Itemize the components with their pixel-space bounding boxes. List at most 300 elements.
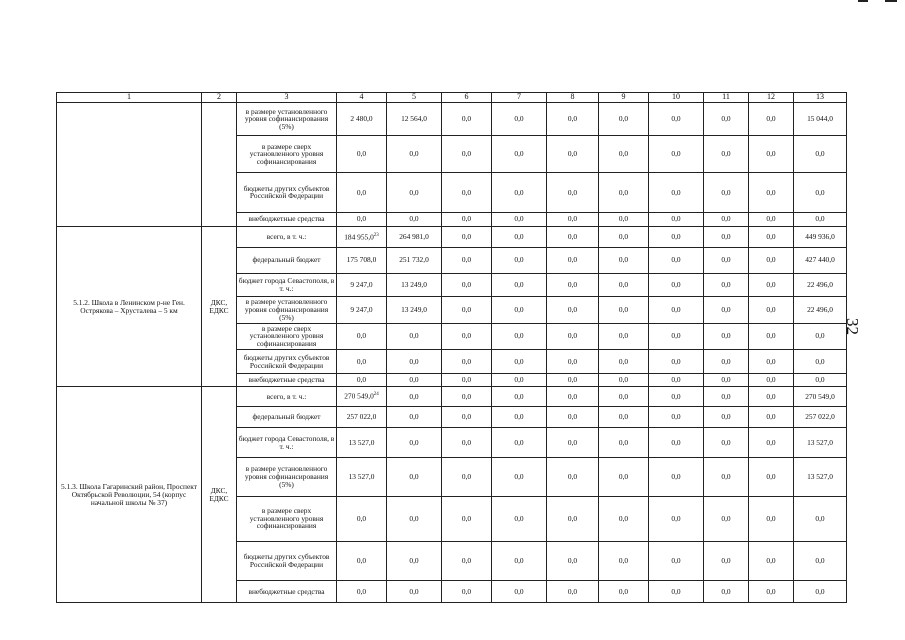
value-cell xyxy=(442,496,492,541)
value-text: 0,0 xyxy=(567,472,578,482)
column-number-cell: 13 xyxy=(794,93,847,103)
value-cell xyxy=(599,406,649,427)
value-cell xyxy=(492,350,547,374)
value-text: 0,0 xyxy=(514,437,524,447)
value-text: 0,0 xyxy=(409,411,419,421)
value-cell xyxy=(749,406,794,427)
value-text: 0,0 xyxy=(721,472,731,482)
value-text: 0,0 xyxy=(514,149,524,159)
executor-cell: ДКС, ЕДКС xyxy=(202,387,237,603)
value-text: 0,0 xyxy=(567,187,578,197)
value-cell xyxy=(649,323,704,350)
value-cell xyxy=(387,458,442,496)
value-text: 0,0 xyxy=(567,280,578,290)
value-text: 0,0 xyxy=(815,513,825,523)
value-cell xyxy=(492,406,547,427)
value-cell xyxy=(649,226,704,247)
value-cell xyxy=(337,273,387,296)
value-text: 0,0 xyxy=(409,513,419,523)
value-cell xyxy=(794,247,847,273)
funding-source-cell: бюджет города Севастополя, в т. ч.: xyxy=(237,273,337,296)
value-text: 0,0 xyxy=(618,586,629,596)
value-cell xyxy=(337,374,387,387)
financing-table xyxy=(56,92,847,603)
value-text: 0,0 xyxy=(671,586,681,596)
value-cell xyxy=(649,406,704,427)
value-text: 0,0 xyxy=(461,411,472,421)
value-text: 0,0 xyxy=(409,472,419,482)
value-cell xyxy=(649,103,704,136)
value-text: 0,0 xyxy=(721,356,731,366)
value-cell xyxy=(337,103,387,136)
value-cell xyxy=(749,136,794,173)
value-text: 0,0 xyxy=(671,231,681,241)
value-text: 0,0 xyxy=(766,586,776,596)
value-cell xyxy=(337,496,387,541)
value-text: 270 549,0 xyxy=(344,391,374,401)
value-text: 0,0 xyxy=(671,437,681,447)
value-text: 0,0 xyxy=(721,280,731,290)
value-text: 257 022,0 xyxy=(805,411,835,421)
value-text: 0,0 xyxy=(514,472,524,482)
value-text: 0,0 xyxy=(567,356,578,366)
value-cell xyxy=(492,136,547,173)
value-text: 0,0 xyxy=(766,304,776,314)
value-text: 0,0 xyxy=(721,437,731,447)
value-cell xyxy=(337,458,387,496)
value-cell xyxy=(599,496,649,541)
value-cell xyxy=(547,350,599,374)
value-text: 0,0 xyxy=(721,555,731,565)
value-cell xyxy=(794,226,847,247)
value-cell xyxy=(492,427,547,458)
value-text: 0,0 xyxy=(461,513,472,523)
value-cell xyxy=(649,496,704,541)
value-text: 0,0 xyxy=(409,331,419,341)
value-cell xyxy=(704,458,749,496)
value-cell xyxy=(442,296,492,323)
value-text: 0,0 xyxy=(766,149,776,159)
value-cell xyxy=(794,323,847,350)
value-text: 0,0 xyxy=(815,586,825,596)
value-text: 0,0 xyxy=(514,555,524,565)
value-cell xyxy=(704,387,749,407)
executor-cell xyxy=(202,103,237,227)
value-cell xyxy=(599,387,649,407)
column-number-cell: 2 xyxy=(202,93,237,103)
value-cell xyxy=(704,323,749,350)
column-number-cell: 3 xyxy=(237,93,337,103)
value-cell xyxy=(749,226,794,247)
value-text: 0,0 xyxy=(721,331,731,341)
value-cell xyxy=(442,427,492,458)
footnote-ref: 23 xyxy=(373,232,379,238)
value-text: 0,0 xyxy=(356,586,367,596)
value-text: 0,0 xyxy=(671,411,681,421)
value-text: 0,0 xyxy=(409,375,419,385)
value-cell xyxy=(649,387,704,407)
value-text: 264 981,0 xyxy=(399,231,429,241)
top-edge-mark xyxy=(885,0,897,2)
value-cell xyxy=(337,247,387,273)
value-cell xyxy=(794,136,847,173)
funding-source-cell: в размере сверх установленного уровня софинансирования xyxy=(237,496,337,541)
value-cell xyxy=(599,136,649,173)
value-cell xyxy=(337,406,387,427)
value-cell xyxy=(387,323,442,350)
value-cell xyxy=(599,427,649,458)
table-row xyxy=(57,103,847,136)
value-cell xyxy=(387,387,442,407)
value-cell xyxy=(704,427,749,458)
value-cell xyxy=(599,273,649,296)
value-text: 0,0 xyxy=(567,513,578,523)
value-cell xyxy=(442,387,492,407)
value-text: 0,0 xyxy=(567,214,578,224)
value-text: 0,0 xyxy=(461,437,472,447)
column-number-cell: 11 xyxy=(704,93,749,103)
value-text: 0,0 xyxy=(461,391,472,401)
value-text: 0,0 xyxy=(567,375,578,385)
value-text: 0,0 xyxy=(618,149,629,159)
value-cell xyxy=(442,247,492,273)
value-cell xyxy=(704,247,749,273)
value-text: 0,0 xyxy=(409,149,419,159)
value-text: 0,0 xyxy=(721,391,731,401)
value-cell xyxy=(387,136,442,173)
funding-source-cell: внебюджетные средства xyxy=(237,580,337,602)
value-cell xyxy=(749,374,794,387)
value-text: 0,0 xyxy=(461,214,472,224)
value-cell xyxy=(749,323,794,350)
value-cell xyxy=(749,580,794,602)
value-text: 12 564,0 xyxy=(401,114,427,124)
value-text: 0,0 xyxy=(618,356,629,366)
value-text: 0,0 xyxy=(721,304,731,314)
value-cell xyxy=(749,427,794,458)
column-number-cell: 5 xyxy=(387,93,442,103)
value-text: 0,0 xyxy=(618,391,629,401)
value-text: 9 247,0 xyxy=(350,304,373,314)
value-cell xyxy=(337,212,387,226)
value-cell xyxy=(337,580,387,602)
value-text: 0,0 xyxy=(766,114,776,124)
value-cell xyxy=(337,541,387,580)
value-text: 0,0 xyxy=(721,231,731,241)
column-number-cell: 9 xyxy=(599,93,649,103)
value-text: 0,0 xyxy=(356,513,367,523)
value-cell xyxy=(442,103,492,136)
value-cell xyxy=(387,296,442,323)
value-cell xyxy=(492,374,547,387)
value-text: 0,0 xyxy=(567,437,578,447)
column-number-cell: 12 xyxy=(749,93,794,103)
value-cell xyxy=(749,103,794,136)
value-cell xyxy=(599,374,649,387)
value-text: 0,0 xyxy=(461,304,472,314)
value-cell xyxy=(794,387,847,407)
funding-source-cell: федеральный бюджет xyxy=(237,247,337,273)
value-text: 0,0 xyxy=(721,586,731,596)
funding-source-cell: всего, в т. ч.: xyxy=(237,226,337,247)
value-text: 13 527,0 xyxy=(807,472,833,482)
value-cell xyxy=(704,374,749,387)
funding-source-cell: федеральный бюджет xyxy=(237,406,337,427)
value-text: 0,0 xyxy=(618,304,629,314)
value-cell xyxy=(387,427,442,458)
value-cell xyxy=(794,580,847,602)
value-cell xyxy=(649,350,704,374)
value-text: 0,0 xyxy=(461,187,472,197)
value-text: 0,0 xyxy=(618,472,629,482)
value-cell xyxy=(649,580,704,602)
value-cell xyxy=(704,103,749,136)
value-cell xyxy=(599,541,649,580)
top-edge-mark xyxy=(858,0,868,2)
value-text: 0,0 xyxy=(461,472,472,482)
value-text: 0,0 xyxy=(766,391,776,401)
value-cell xyxy=(492,541,547,580)
value-cell xyxy=(387,173,442,212)
value-cell xyxy=(599,580,649,602)
value-cell xyxy=(547,374,599,387)
value-text: 0,0 xyxy=(356,331,367,341)
value-text: 0,0 xyxy=(514,513,524,523)
value-cell xyxy=(749,458,794,496)
value-text: 0,0 xyxy=(567,391,578,401)
value-text: 0,0 xyxy=(514,331,524,341)
value-cell xyxy=(547,496,599,541)
funding-source-cell: внебюджетные средства xyxy=(237,374,337,387)
value-text: 0,0 xyxy=(815,555,825,565)
value-text: 0,0 xyxy=(671,391,681,401)
value-text: 0,0 xyxy=(815,214,825,224)
value-text: 13 527,0 xyxy=(348,437,375,447)
value-text: 0,0 xyxy=(671,356,681,366)
value-text: 0,0 xyxy=(766,513,776,523)
value-cell xyxy=(649,427,704,458)
value-cell xyxy=(704,226,749,247)
value-text: 2 480,0 xyxy=(350,114,373,124)
value-text: 0,0 xyxy=(514,375,524,385)
value-text: 0,0 xyxy=(514,214,524,224)
value-cell xyxy=(599,296,649,323)
value-text: 0,0 xyxy=(356,375,367,385)
value-cell xyxy=(547,406,599,427)
value-cell xyxy=(704,273,749,296)
column-number-row xyxy=(57,93,847,103)
value-text: 22 496,0 xyxy=(807,304,833,314)
value-cell xyxy=(387,406,442,427)
value-cell xyxy=(442,406,492,427)
value-text: 0,0 xyxy=(721,255,731,265)
object-name-cell: 5.1.2. Школа в Ленинском р-не Ген. Острякова – Хрусталева – 5 км xyxy=(57,226,202,386)
value-cell xyxy=(492,226,547,247)
value-cell xyxy=(547,387,599,407)
value-text: 0,0 xyxy=(461,231,472,241)
value-text: 0,0 xyxy=(671,375,681,385)
value-text: 0,0 xyxy=(766,437,776,447)
value-text: 0,0 xyxy=(409,214,419,224)
value-cell xyxy=(387,226,442,247)
column-number-cell: 6 xyxy=(442,93,492,103)
value-text: 0,0 xyxy=(721,149,731,159)
column-number-cell: 10 xyxy=(649,93,704,103)
funding-source-cell: бюджеты других субъектов Российской Федерации xyxy=(237,541,337,580)
value-text: 0,0 xyxy=(461,280,472,290)
value-text: 0,0 xyxy=(356,356,367,366)
value-cell xyxy=(492,296,547,323)
value-text: 0,0 xyxy=(409,391,419,401)
value-text: 0,0 xyxy=(671,472,681,482)
value-text: 0,0 xyxy=(766,375,776,385)
value-cell xyxy=(387,350,442,374)
value-text: 0,0 xyxy=(721,114,731,124)
value-cell xyxy=(749,350,794,374)
value-cell xyxy=(704,212,749,226)
value-text: 0,0 xyxy=(514,255,524,265)
value-text: 13 527,0 xyxy=(807,437,833,447)
value-text: 0,0 xyxy=(618,375,629,385)
funding-source-cell: в размере установленного уровня софинансирования (5%) xyxy=(237,458,337,496)
value-text: 0,0 xyxy=(409,356,419,366)
value-cell xyxy=(387,496,442,541)
value-cell xyxy=(387,212,442,226)
value-text: 0,0 xyxy=(766,555,776,565)
value-cell xyxy=(492,173,547,212)
value-cell xyxy=(794,374,847,387)
value-cell xyxy=(337,350,387,374)
value-text: 270 549,0 xyxy=(805,391,835,401)
column-number-cell: 4 xyxy=(337,93,387,103)
value-text: 0,0 xyxy=(356,214,367,224)
value-cell xyxy=(649,247,704,273)
value-cell xyxy=(547,323,599,350)
value-cell xyxy=(794,173,847,212)
value-cell xyxy=(704,136,749,173)
funding-source-cell: бюджет города Севастополя, в т. ч.: xyxy=(237,427,337,458)
value-text: 427 440,0 xyxy=(805,255,835,265)
value-cell xyxy=(599,173,649,212)
value-cell xyxy=(749,496,794,541)
value-cell xyxy=(749,541,794,580)
object-name-cell: 5.1.3. Школа Гагаринский район, Проспект Октябрьской Революции, 54 (корпус начальной школы № 37) xyxy=(57,387,202,603)
value-text: 0,0 xyxy=(567,411,578,421)
value-text: 0,0 xyxy=(766,331,776,341)
value-text: 0,0 xyxy=(815,149,825,159)
value-cell xyxy=(492,212,547,226)
value-text: 0,0 xyxy=(766,187,776,197)
value-text: 175 708,0 xyxy=(346,255,377,265)
value-cell xyxy=(337,387,387,407)
value-cell xyxy=(749,387,794,407)
value-cell xyxy=(337,226,387,247)
value-text: 0,0 xyxy=(618,231,629,241)
column-number-cell: 1 xyxy=(57,93,202,103)
value-cell xyxy=(492,458,547,496)
value-text: 0,0 xyxy=(721,411,731,421)
value-text: 0,0 xyxy=(567,114,578,124)
value-cell xyxy=(649,541,704,580)
value-cell xyxy=(442,273,492,296)
value-text: 0,0 xyxy=(514,280,524,290)
funding-source-cell: в размере установленного уровня софинансирования (5%) xyxy=(237,296,337,323)
value-text: 0,0 xyxy=(618,555,629,565)
value-cell xyxy=(794,496,847,541)
value-text: 0,0 xyxy=(618,214,629,224)
value-text: 0,0 xyxy=(461,255,472,265)
value-text: 0,0 xyxy=(618,187,629,197)
value-text: 15 044,0 xyxy=(807,114,833,124)
value-cell xyxy=(547,273,599,296)
value-cell xyxy=(492,323,547,350)
value-text: 0,0 xyxy=(461,149,472,159)
footnote-ref: 24 xyxy=(373,392,379,398)
value-cell xyxy=(649,136,704,173)
value-cell xyxy=(387,103,442,136)
value-cell xyxy=(492,387,547,407)
value-cell xyxy=(704,173,749,212)
value-text: 0,0 xyxy=(721,187,731,197)
value-cell xyxy=(492,580,547,602)
value-text: 0,0 xyxy=(514,231,524,241)
value-cell xyxy=(704,580,749,602)
value-cell xyxy=(794,541,847,580)
value-cell xyxy=(442,374,492,387)
value-text: 0,0 xyxy=(671,331,681,341)
value-cell xyxy=(599,350,649,374)
value-cell xyxy=(337,136,387,173)
value-text: 0,0 xyxy=(567,149,578,159)
value-cell xyxy=(547,580,599,602)
page-number: 32 xyxy=(843,318,862,335)
value-text: 0,0 xyxy=(766,472,776,482)
value-cell xyxy=(749,173,794,212)
value-cell xyxy=(794,212,847,226)
value-text: 0,0 xyxy=(409,187,419,197)
value-text: 0,0 xyxy=(815,375,825,385)
value-text: 0,0 xyxy=(671,304,681,314)
value-cell xyxy=(492,247,547,273)
value-cell xyxy=(547,458,599,496)
value-text: 449 936,0 xyxy=(805,231,835,241)
value-text: 0,0 xyxy=(567,231,578,241)
funding-source-cell: в размере сверх установленного уровня софинансирования xyxy=(237,136,337,173)
value-cell xyxy=(704,496,749,541)
value-text: 0,0 xyxy=(618,280,629,290)
value-text: 0,0 xyxy=(567,331,578,341)
value-text: 0,0 xyxy=(721,513,731,523)
value-text: 0,0 xyxy=(671,214,681,224)
value-cell xyxy=(442,226,492,247)
value-cell xyxy=(547,226,599,247)
value-cell xyxy=(492,273,547,296)
executor-cell: ДКС, ЕДКС xyxy=(202,226,237,386)
value-text: 13 249,0 xyxy=(401,304,427,314)
value-cell xyxy=(794,350,847,374)
value-text: 0,0 xyxy=(766,214,776,224)
value-text: 0,0 xyxy=(356,555,367,565)
value-text: 0,0 xyxy=(461,375,472,385)
value-cell xyxy=(337,323,387,350)
value-cell xyxy=(649,173,704,212)
value-text: 0,0 xyxy=(618,331,629,341)
value-cell xyxy=(547,103,599,136)
value-cell xyxy=(547,136,599,173)
value-cell xyxy=(599,323,649,350)
value-text: 0,0 xyxy=(356,149,367,159)
value-text: 0,0 xyxy=(766,255,776,265)
